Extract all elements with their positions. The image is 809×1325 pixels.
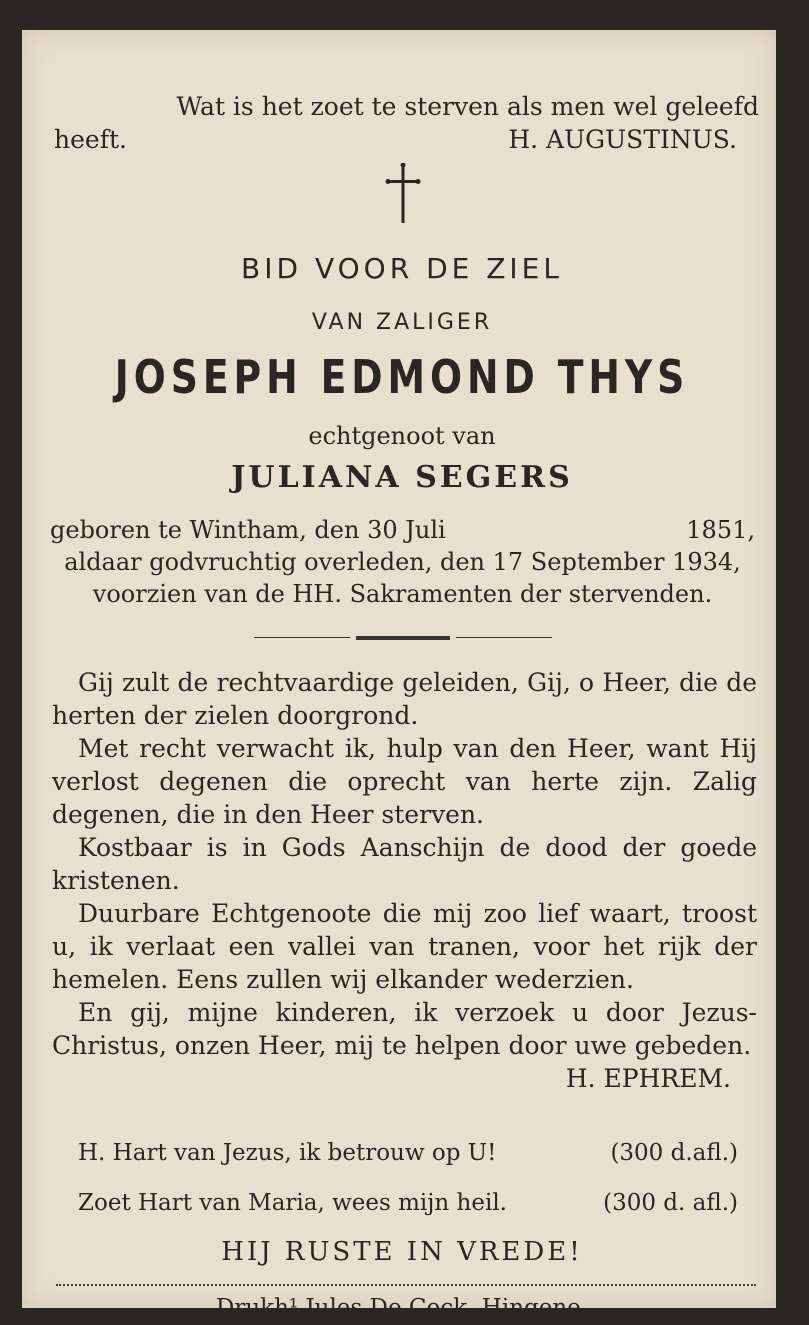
closing-line: HIJ RUSTE IN VREDE! xyxy=(221,1237,583,1267)
invocation xyxy=(78,1140,738,1166)
epigraph-line-2 xyxy=(54,123,759,156)
prayer-paragraph: Met recht verwacht ik, hulp van den Heer, want Hij verlost degenen die oprecht van herte zijn. Zalig degenen, die in den Heer sterven. xyxy=(52,734,757,829)
prayer-paragraph: Kostbaar is in Gods Aanschijn de dood der goede kristenen. xyxy=(52,833,757,895)
biography xyxy=(50,514,755,610)
spouse-of-label: echtgenoot van xyxy=(308,422,496,450)
divider xyxy=(254,636,552,640)
invocation xyxy=(78,1190,738,1216)
birth-year: 1851, xyxy=(686,516,755,544)
deceased-name: JOSEPH EDMOND THYS xyxy=(114,350,690,404)
sacraments-line: voorzien van de HH. Sakramenten der stervenden. xyxy=(92,580,713,608)
invocation-text: Zoet Hart van Maria, wees mijn heil. xyxy=(78,1190,507,1216)
prayer-paragraph: Duurbare Echtgenoote die mij zoo lief waart, troost u, ik verlaat een vallei van tranen, voor het rijk der hemelen. Eens zullen wij elkander wederzien. xyxy=(52,899,757,994)
memorial-card xyxy=(22,30,776,1321)
invocation-indulgence: (300 d.afl.) xyxy=(610,1140,738,1166)
invocation-indulgence: (300 d. afl.) xyxy=(603,1190,738,1216)
birth-text: geboren te Wintham, den 30 Juli xyxy=(50,516,446,544)
printer-credit: Drukh¹ Jules De Cock, Hingene. xyxy=(215,1295,589,1321)
birth-line xyxy=(50,514,755,546)
epigraph-author: H. AUGUSTINUS. xyxy=(508,125,737,154)
dotted-separator xyxy=(56,1284,756,1286)
epigraph xyxy=(54,90,759,156)
invocation-text: H. Hart van Jezus, ik betrouw op U! xyxy=(78,1140,497,1166)
heading-bid: BID VOOR DE ZIEL xyxy=(241,252,563,285)
heading-zaliger: VAN ZALIGER xyxy=(311,310,493,335)
prayer-paragraph: Gij zult de rechtvaardige geleiden, Gij, o Heer, die de herten der zielen doorgrond. xyxy=(52,668,757,730)
epigraph-line-1: Wat is het zoet te sterven als men wel geleefd xyxy=(176,92,759,121)
prayer-author: H. EPHREM. xyxy=(565,1064,731,1093)
prayer-text xyxy=(52,666,757,1095)
death-line: aldaar godvruchtig overleden, den 17 September 1934, xyxy=(64,548,741,576)
cross-icon xyxy=(385,163,421,223)
prayer-paragraph: En gij, mijne kinderen, ik verzoek u door Jezus-Christus, onzen Heer, mij te helpen door uwe gebeden. xyxy=(52,998,757,1060)
epigraph-end-word: heeft. xyxy=(54,125,127,154)
spouse-name: JULIANA SEGERS xyxy=(231,460,573,495)
